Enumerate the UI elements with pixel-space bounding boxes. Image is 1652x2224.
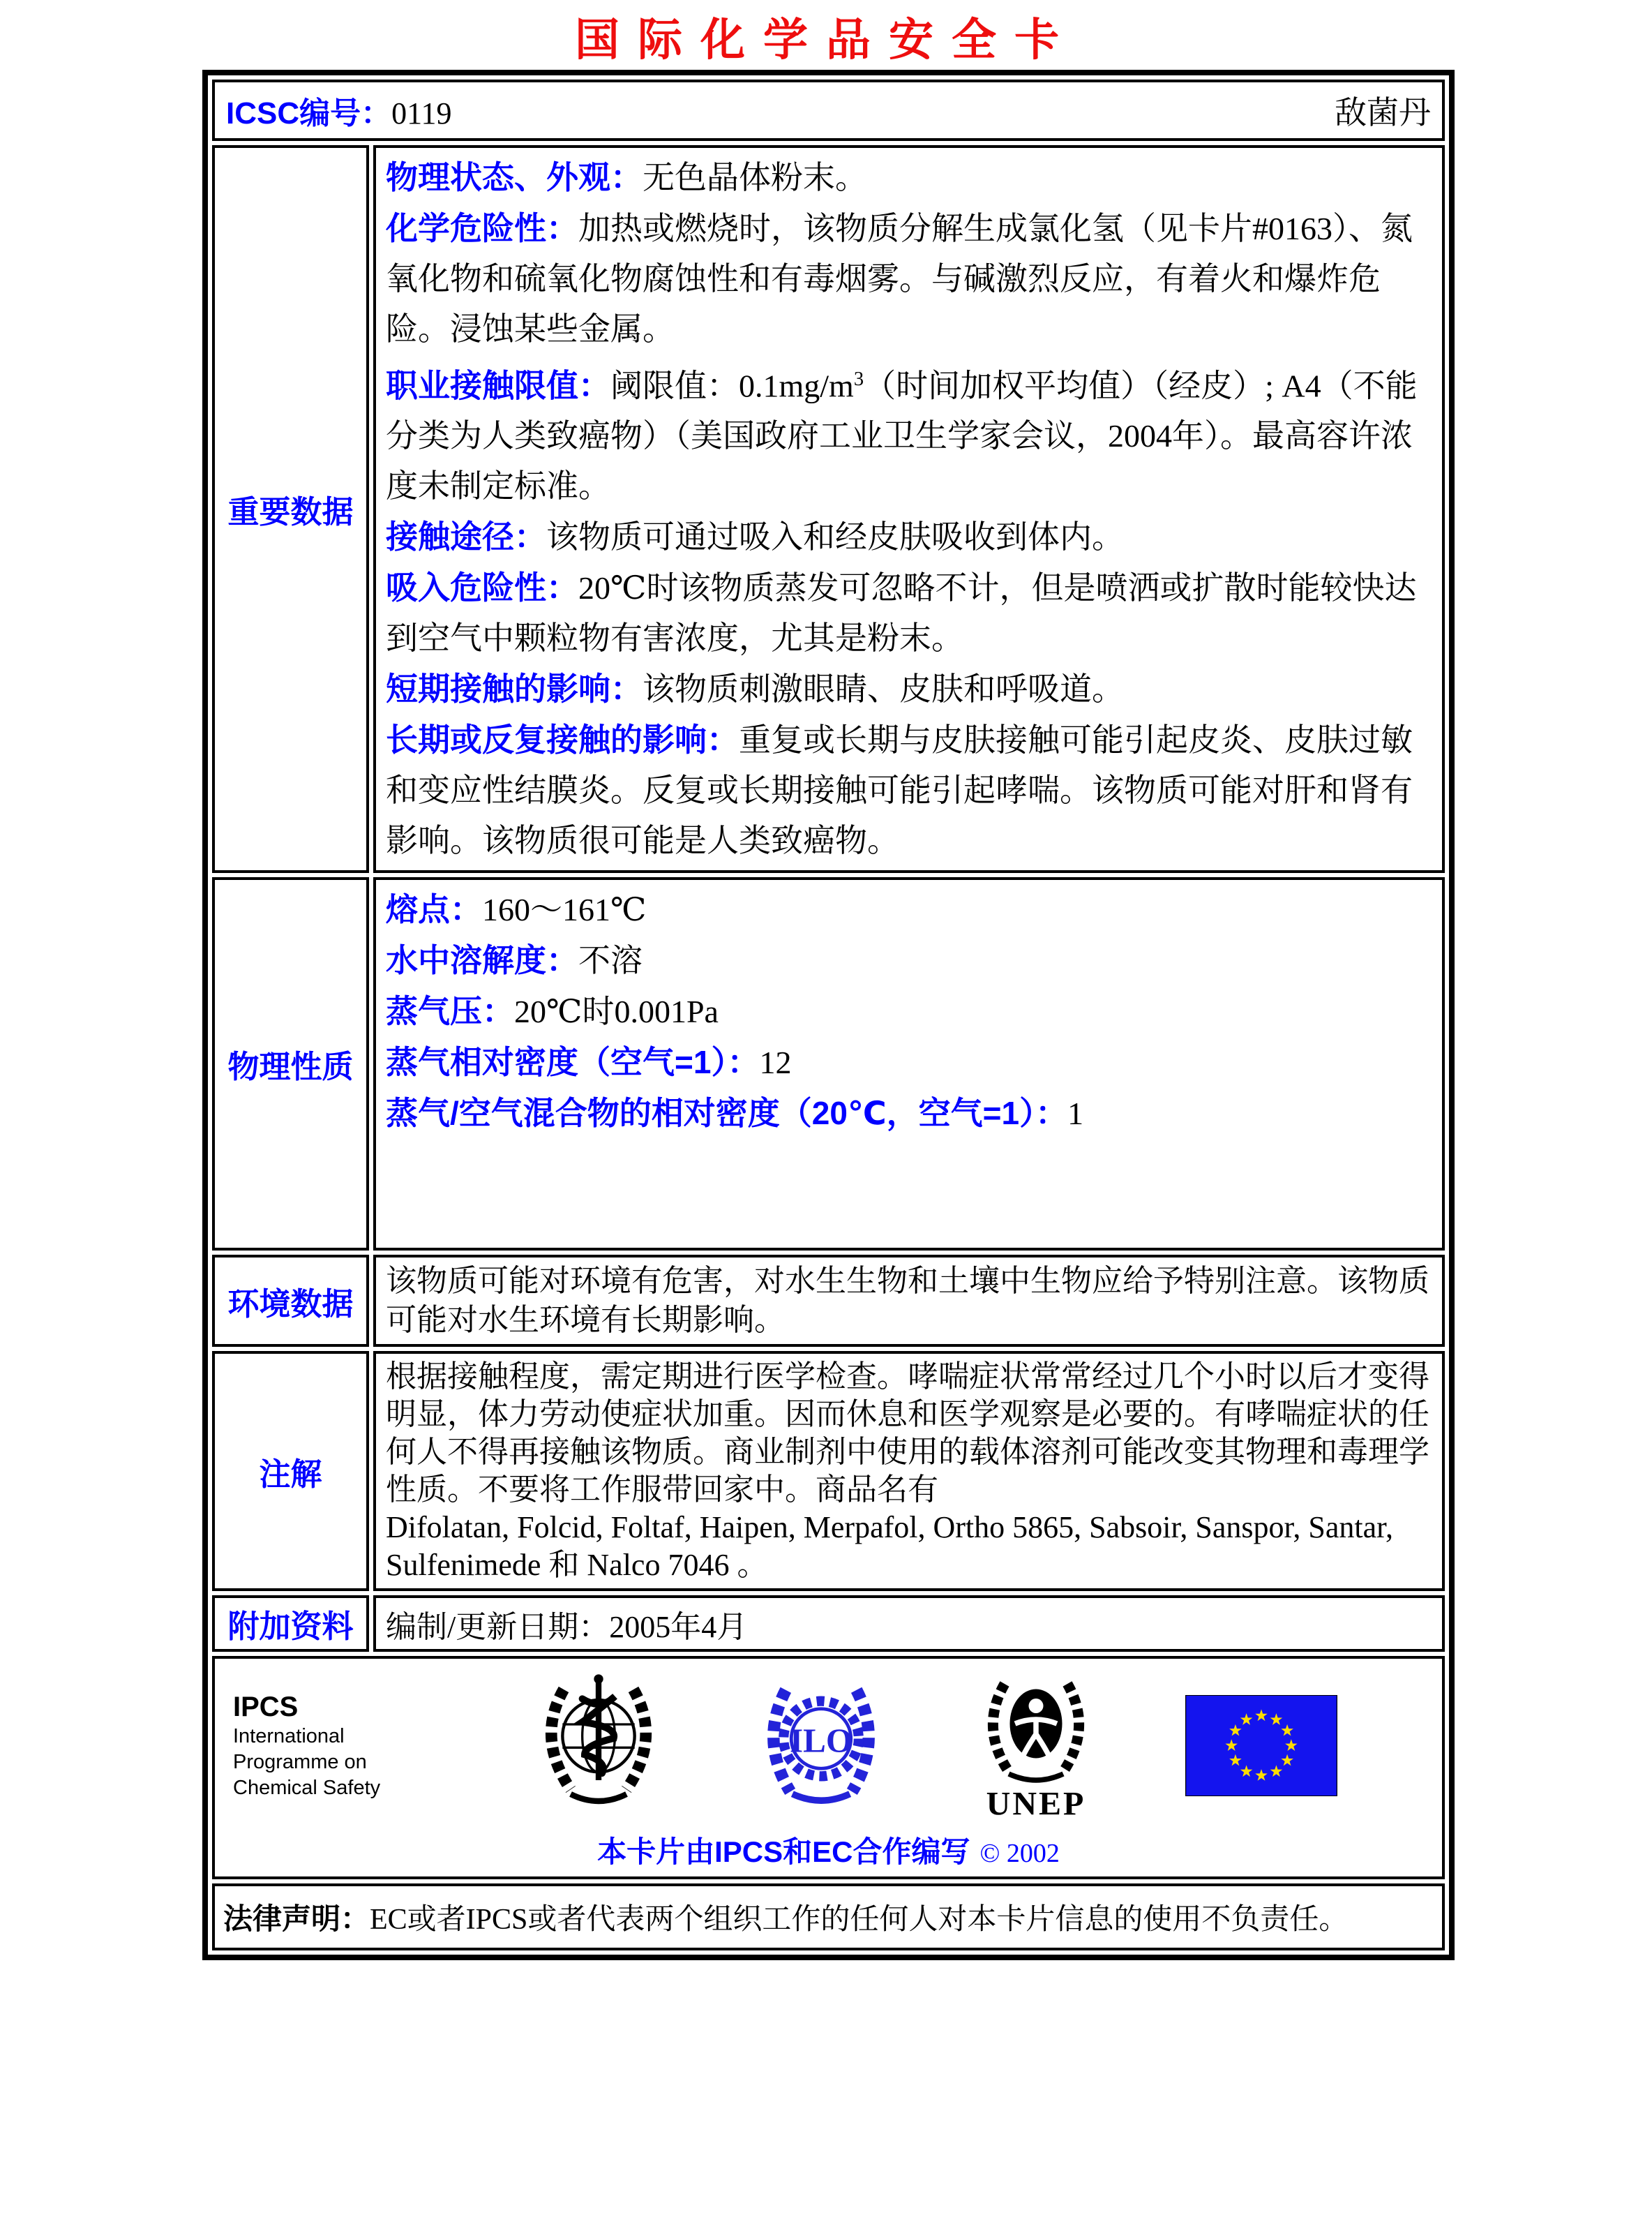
logos-row xyxy=(212,1656,1445,1879)
important-data-row xyxy=(212,145,1445,873)
cooperation-caption xyxy=(222,1829,1435,1871)
environmental-data-row xyxy=(212,1255,1445,1347)
vapor-pressure-item: 蒸气压：20℃时0.001Pa xyxy=(386,993,719,1030)
vapor-density-item: 蒸气相对密度（空气=1）：12 xyxy=(386,1044,792,1081)
icsc-number-value: 0119 xyxy=(391,96,452,130)
exposure-route-item: 接触途径：该物质可通过吸入和经皮肤吸收到体内。 xyxy=(386,518,1124,555)
water-solubility-item: 水中溶解度：不溶 xyxy=(386,942,643,979)
trade-names: Difolatan, Folcid, Foltaf, Haipen, Merpafol, Ortho 5865, Sabsoir, Sanspor, Santar, Sulfenimede 和 Nalco 7046 。 xyxy=(386,1510,1394,1583)
legal-row xyxy=(212,1883,1445,1950)
physical-properties-row xyxy=(212,877,1445,1251)
additional-info-content: 编制/更新日期：2005年4月 xyxy=(373,1595,1445,1652)
ilo-monogram: ILO xyxy=(789,1721,853,1760)
header-cell xyxy=(212,80,1445,141)
notes-text: 根据接触程度，需定期进行医学检查。哮喘症状常常经过几个小时以后才变得明显，体力劳动使症状加重。因而休息和医学观察是必要的。有哮喘症状的任何人不得再接触该物质。商业制剂中使用的载体溶剂可能改变其物理和毒理学性质。不要将工作服带回家中。商品名有 Difolatan, Folcid, Foltaf, Haipen, Merpafol, Ortho 5865, Sabsoir, Sanspor, Santar, Sulfenimede 和 Nalco 7046 。 xyxy=(386,1359,1429,1583)
unep-logo-icon xyxy=(973,1671,1099,1821)
chemical-name: 敌菌丹 xyxy=(1335,95,1431,130)
physical-state-item: 物理状态、外观：无色晶体粉末。 xyxy=(386,159,867,195)
ipcs-line-3: Chemical Safety xyxy=(233,1776,381,1799)
important-data-content xyxy=(373,145,1445,873)
who-logo-icon xyxy=(529,1669,668,1822)
ilo-logo-icon xyxy=(755,1672,887,1819)
vapor-air-mixture-density-item: 蒸气/空气混合物的相对密度（20℃，空气=1）：1 xyxy=(386,1095,1084,1132)
environmental-data-row-label: 环境数据 xyxy=(212,1255,369,1347)
important-data-row-label: 重要数据 xyxy=(212,145,369,873)
long-term-effect-item: 长期或反复接触的影响：重复或长期与皮肤接触可能引起皮炎、皮肤过敏和变应性结膜炎。反复或长期接触可能引起哮喘。该物质可能对肝和肾有影响。该物质很可能是人类致癌物。 xyxy=(386,722,1413,859)
cubic-meter-superscript: 3 xyxy=(853,368,864,390)
notes-row-label: 注解 xyxy=(212,1351,369,1591)
header-row xyxy=(212,80,1445,141)
additional-info-row-label: 附加资料 xyxy=(212,1595,369,1652)
cooperation-caption-text: 本卡片由IPCS和EC合作编写 xyxy=(597,1835,970,1869)
melting-point-item: 熔点：160～161℃ xyxy=(386,891,647,928)
icsc-number-group xyxy=(226,88,452,133)
environmental-data-text: 该物质可能对环境有危害，对水生生物和土壤中生物应给予特别注意。该物质可能对水生环境有长期影响。 xyxy=(386,1264,1429,1338)
ipcs-text-block xyxy=(233,1690,442,1801)
chemical-hazard-item: 化学危险性：加热或燃烧时，该物质分解生成氯化氢（见卡片#0163）、氮氧化物和硫氧化物腐蚀性和有毒烟雾。与碱激烈反应，有着火和爆炸危险。浸蚀某些金属。 xyxy=(386,210,1413,347)
copyright-text: © 2002 xyxy=(979,1839,1060,1869)
page-title: 国际化学品安全卡 xyxy=(575,15,1077,65)
icsc-number-label: ICSC编号： xyxy=(226,96,392,130)
physical-properties-content xyxy=(373,877,1445,1251)
short-term-effect-item: 短期接触的影响：该物质刺激眼睛、皮肤和呼吸道。 xyxy=(386,671,1124,708)
legal-cell xyxy=(212,1883,1445,1950)
legal-notice-text: EC或者IPCS或者代表两个组织工作的任何人对本卡片信息的使用不负责任。 xyxy=(370,1904,1349,1936)
ipcs-title: IPCS xyxy=(233,1691,299,1722)
legal-notice-label: 法律声明： xyxy=(223,1902,370,1936)
notes-content xyxy=(373,1351,1445,1591)
logos-cell xyxy=(212,1656,1445,1879)
additional-info-row xyxy=(212,1595,1445,1652)
inhalation-risk-item: 吸入危险性：20℃时该物质蒸发可忽略不计，但是喷洒或扩散时能较快达到空气中颗粒物有害浓度，尤其是粉末。 xyxy=(386,569,1417,657)
environmental-data-content xyxy=(373,1255,1445,1347)
eu-flag-icon xyxy=(1185,1695,1337,1796)
ipcs-line-1: International xyxy=(233,1724,345,1747)
physical-properties-row-label: 物理性质 xyxy=(212,877,369,1251)
icsc-card-table xyxy=(202,70,1455,1960)
ipcs-line-2: Programme on xyxy=(233,1750,367,1773)
exposure-limit-item: 职业接触限值：阈限值：$0.1mg/m^3$（时间加权平均值）（经皮）; A4（不能分类为人类致癌物）（美国政府工业卫生学家会议，2004年）。最高容许浓度未制定标准。 xyxy=(386,367,1418,505)
unep-wordmark: UNEP xyxy=(986,1785,1086,1821)
notes-row xyxy=(212,1351,1445,1591)
